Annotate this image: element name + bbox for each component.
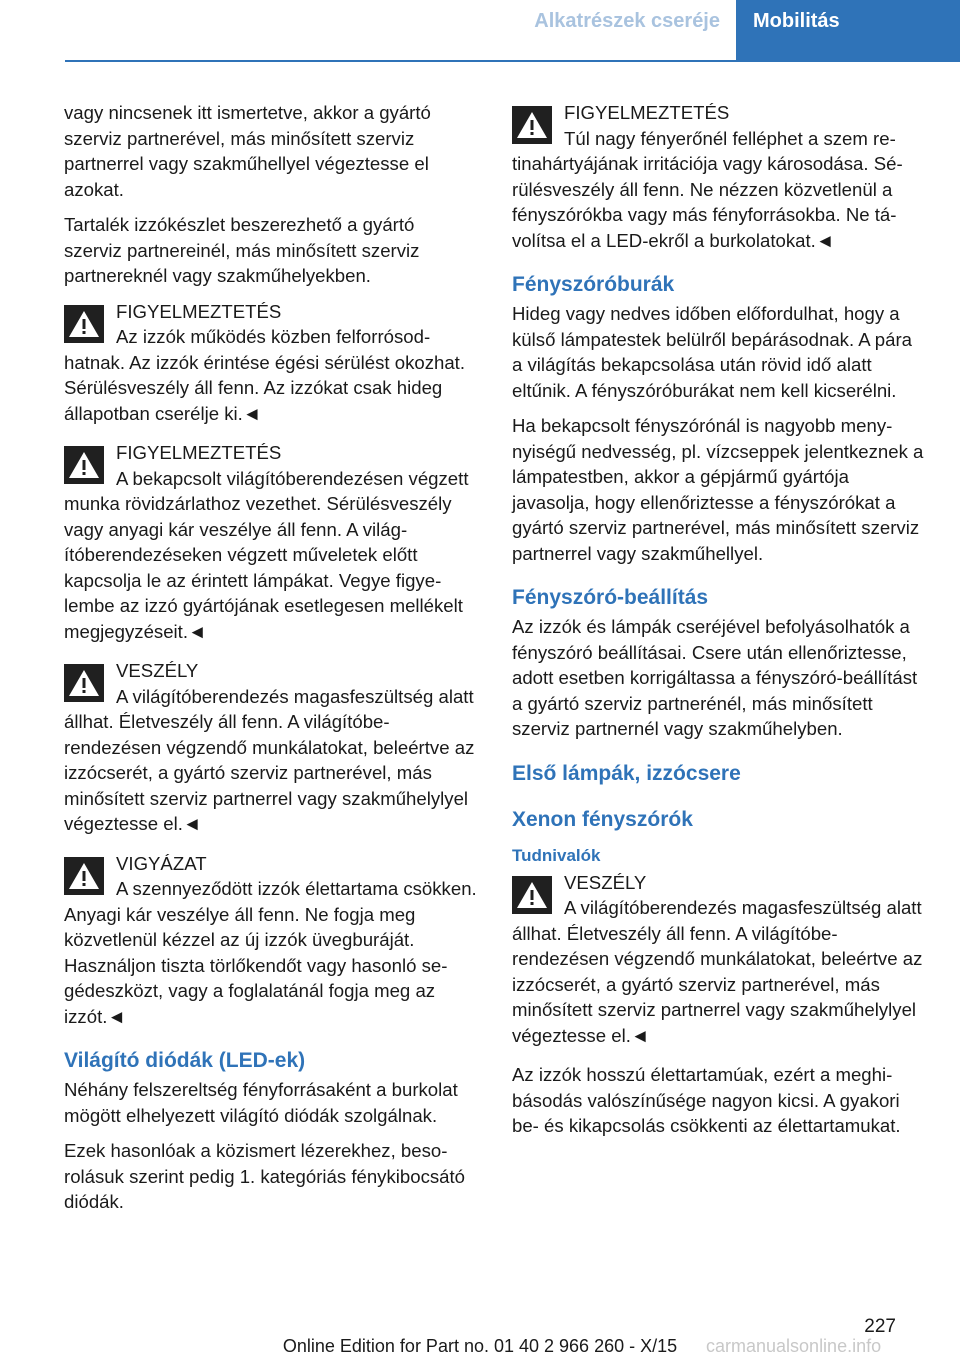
warning-title: FIGYELMEZTETÉS <box>564 102 730 123</box>
page-header <box>65 0 960 62</box>
warning-triangle-icon <box>64 664 104 702</box>
warning-title: FIGYELMEZTETÉS <box>116 300 282 322</box>
warning-text: A bekapcsolt világítóberendezésen végzett munka rövidzárlathoz vezethet. Sérülésveszély vagy anyagi kár veszélye áll fenn. A világítóberendezéseken végzett műveletek előtt kapcsolja le az érintett lámpákat. Vegye figyelembe az izzó gyártójának esetlegesen mellékelt megjegyzéseit.◄ <box>64 467 469 642</box>
paragraph: Ha bekapcsolt fényszórónál is nagyobb menynyiségű nedvesség, pl. vízcseppek jelentkeznek a lámpatestben, akkor a gépjármű gyártója javasolja, hogy ellenőriztesse a fényszórókat a gyártó szerviz partnerével, más minősített szerviz partnerrel vagy szakműhellyel. <box>512 415 924 564</box>
page-number: 227 <box>864 1316 896 1337</box>
paragraph: vagy nincsenek itt ismertetve, akkor a gyártó szerviz partnerével, más minősített szerviz partnerrel vagy szakműhellyel végeztesse el azokat. <box>64 102 431 200</box>
paragraph: Az izzók hosszú élettartamúak, ezért a meghibásodás valószínűsége nagyon kicsi. A gyakori be- és kikapcsolás csökkenti az élettartamukat. <box>512 1064 901 1136</box>
warning-text: Túl nagy fényerőnél felléphet a szem retinahártyájának irritációja vagy károsodása. Sérülésveszély áll fenn. Ne nézzen közvetlenül a fényszórókba vagy más fényforrásokba. Ne távolítsa el a LED-ekről a burkolatokat.◄ <box>512 127 903 251</box>
warning-triangle-icon <box>512 876 552 914</box>
right-column <box>512 100 925 1149</box>
caution-text: A szennyeződött izzók élettartama csökken. Anyagi kár veszélye áll fenn. Ne fogja meg közvetlenül kézzel az új izzók üvegburáját. Használjon tiszta törlőkendőt vagy hasonló segédeszközt, vagy a foglalatánál fogja meg az izzót.◄ <box>64 878 477 1027</box>
warning-triangle-icon <box>512 106 552 144</box>
danger-title: VESZÉLY <box>564 871 647 893</box>
section-heading: Fényszóróburák <box>512 273 675 296</box>
caution-block <box>64 851 477 1030</box>
warning-block <box>512 100 925 253</box>
paragraph: Ezek hasonlóak a közismert lézerekhez, besorolásuk szerint pedig 1. kategóriás fénykibocsátó diódák. <box>64 1140 466 1212</box>
chapter-tab: Mobilitás <box>736 0 960 62</box>
warning-triangle-icon <box>64 857 104 895</box>
warning-block <box>64 440 477 644</box>
danger-text: A világítóberendezés magasfeszültség alatt állhat. Életveszély áll fenn. A világítóberendezésen végzendő munkálatokat, beleértve az izzócserét, a gyártó szerviz partnerével, más minősített szerviz partnerrel vagy szakműhelylyel végeztesse el.◄ <box>512 897 923 1046</box>
warning-text: Az izzók működés közben felforrósodhatnak. Az izzók érintése égési sérülést okozhat. Sérülésveszély áll fenn. Az izzókat csak hideg állapotban cserélje ki.◄ <box>64 326 466 424</box>
danger-block <box>64 658 477 837</box>
warning-title: FIGYELMEZTETÉS <box>116 442 282 463</box>
header-rule <box>65 60 736 62</box>
edition-footer: Online Edition for Part no. 01 40 2 966 260 - X/15 <box>282 1336 678 1356</box>
minor-heading: Tudnivalók <box>512 845 601 865</box>
left-column <box>64 100 477 1225</box>
warning-block <box>64 299 477 427</box>
danger-block <box>512 870 925 1049</box>
section-heading: Fényszóró-beállítás <box>512 586 709 609</box>
subsection-heading: Xenon fényszórók <box>512 807 693 831</box>
paragraph: Hideg vagy nedves időben előfordulhat, hogy a külső lámpatestek belülről bepárásodnak. A pára a világítás bekapcsolása után rövid idő alatt eltűnik. A fényszóróburákat nem kell kicserélni. <box>512 303 913 401</box>
paragraph: Tartalék izzókészlet beszerezhető a gyártó szerviz partnereinél, más minősített szerviz partnereknél vagy szakműhelyekben. <box>64 214 420 286</box>
caution-title: VIGYÁZAT <box>116 852 207 874</box>
danger-text: A világítóberendezés magasfeszültség alatt állhat. Életveszély áll fenn. A világítóberendezésen végzendő munkálatokat, beleértve az izzócserét, a gyártó szerviz partnerével, más minősített szerviz partnerrel vagy szakműhelylyel végeztesse el.◄ <box>64 685 475 834</box>
warning-triangle-icon <box>64 446 104 484</box>
paragraph: Néhány felszereltség fényforrásaként a burkolat mögött elhelyezett világító diódák szolgálnak. <box>64 1079 458 1126</box>
section-heading: Világító diódák (LED-ek) <box>64 1049 306 1072</box>
danger-title: VESZÉLY <box>116 660 199 681</box>
watermark: carmanualsonline.info <box>706 1336 882 1356</box>
warning-triangle-icon <box>64 305 104 343</box>
section-title: Alkatrészek cseréje <box>534 10 720 32</box>
section-heading: Első lámpák, izzócsere <box>512 761 741 785</box>
paragraph: Az izzók és lámpák cseréjével befolyásolhatók a fényszóró beállításai. Csere után ellenőriztesse, adott esetben korrigáltassa a fényszóró-beállítást a gyártó szerviz partnerénél, más minősített szerviz partnernél vagy szakműhelyben. <box>512 616 918 739</box>
